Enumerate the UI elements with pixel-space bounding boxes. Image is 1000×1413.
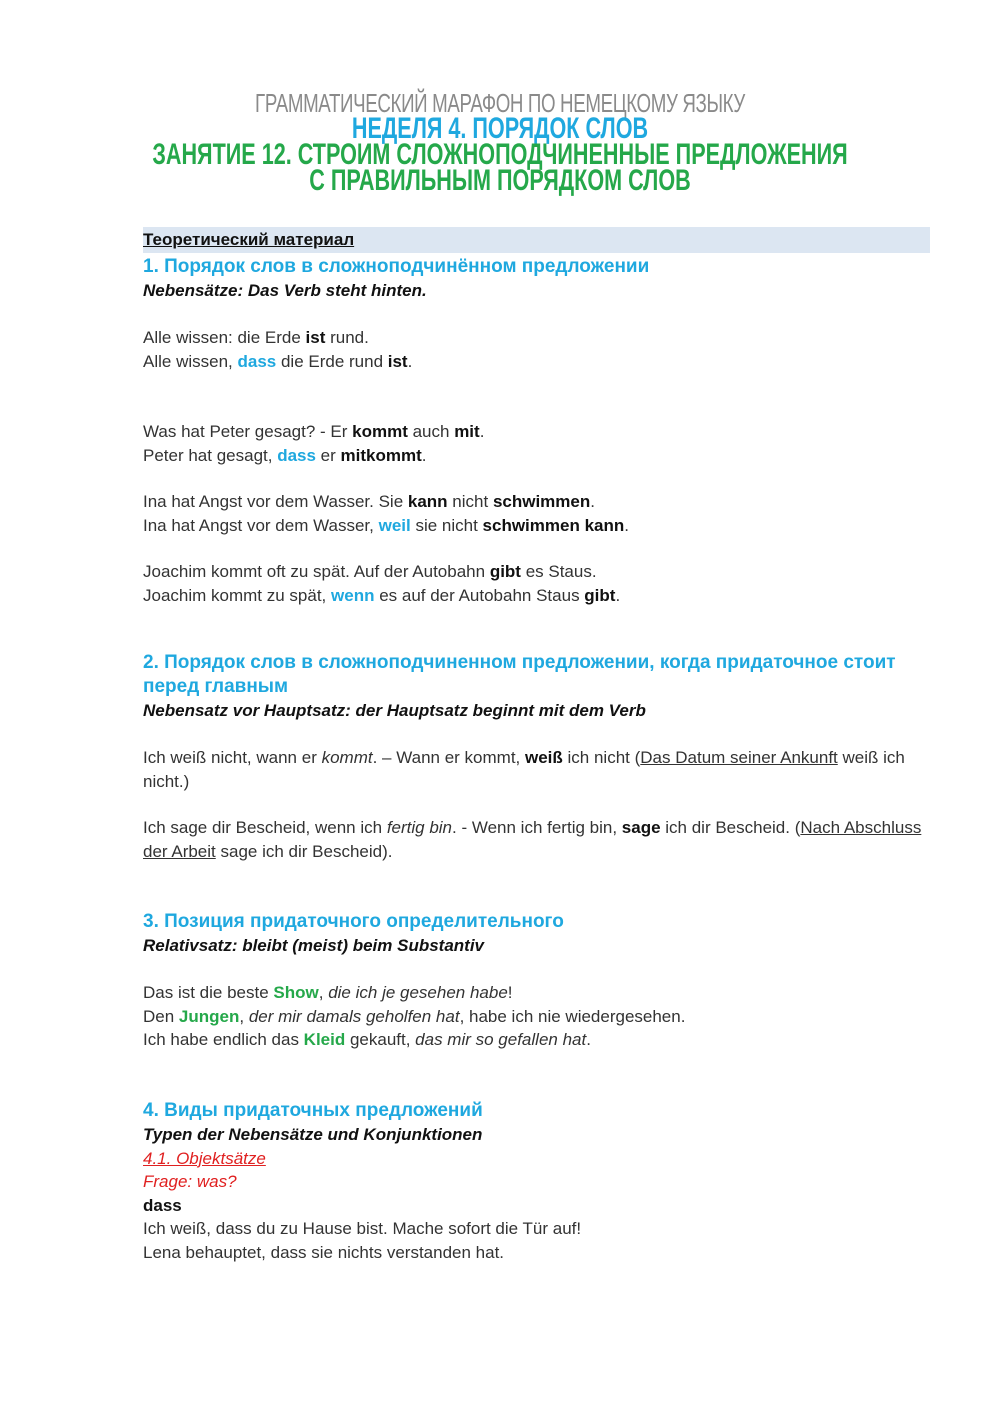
example-line: Den Jungen, der mir damals geholfen hat, habe ich nie wiedergesehen. [143, 1006, 686, 1026]
example-line: Was hat Peter gesagt? - Er kommt auch mit. [143, 422, 485, 441]
section-2-title: 2. Порядок слов в сложноподчиненном предложении, когда придаточное стоит перед главным [143, 652, 896, 697]
section-4-subtitle: Typen der Nebensätze und Konjunktionen [143, 1124, 483, 1144]
document-header [0, 88, 1000, 197]
theory-section-label: Теоретический материал [143, 227, 930, 253]
question-label: Frage: was? [143, 1172, 237, 1191]
example-line: Das ist die beste Show, die ich je gesehen habe! [143, 983, 513, 1002]
section-3-subtitle: Relativsatz: bleibt (meist) beim Substantiv [143, 936, 485, 955]
example-paragraph: Ich sage dir Bescheid, wenn ich fertig bin. - Wenn ich fertig bin, sage ich dir Bescheid. (Nach Abschluss der Arbeit sage ich dir Bescheid). [143, 818, 922, 861]
example-line: Peter hat gesagt, dass er mitkommt. [143, 445, 427, 465]
example-line: Ich weiß, dass du zu Hause bist. Mache sofort die Tür auf! [143, 1219, 582, 1238]
example-line: Alle wissen: die Erde ist rund. [143, 328, 369, 347]
section-1-title: 1. Порядок слов в сложноподчинённом предложении [143, 256, 650, 277]
example-line: Joachim kommt oft zu spät. Auf der Autobahn gibt es Staus. [143, 562, 597, 581]
example-line: Alle wissen, dass die Erde rund ist. [143, 351, 413, 371]
marathon-title: ГРАММАТИЧЕСКИЙ МАРАФОН ПО НЕМЕЦКОМУ ЯЗЫКУ [255, 88, 745, 118]
example-line: Joachim kommt zu spät, wenn es auf der Autobahn Staus gibt. [143, 585, 621, 605]
document-body [143, 227, 930, 1264]
conjunction-label: dass [143, 1195, 182, 1215]
example-paragraph: Ich weiß nicht, wann er kommt. – Wann er kommt, weiß ich nicht (Das Datum seiner Ankunft weiß ich nicht.) [143, 748, 905, 791]
example-line: Ina hat Angst vor dem Wasser. Sie kann nicht schwimmen. [143, 492, 595, 511]
subsection-4-1-title: 4.1. Objektsätze [143, 1148, 266, 1168]
section-3-title: 3. Позиция придаточного определительного [143, 911, 564, 932]
lesson-title-line1: ЗАНЯТИЕ 12. СТРОИМ СЛОЖНОПОДЧИНЕННЫЕ ПРЕДЛОЖЕНИЯ [152, 138, 848, 171]
example-line: Lena behauptet, dass sie nichts verstanden hat. [143, 1242, 505, 1262]
example-line: Ich habe endlich das Kleid gekauft, das mir so gefallen hat. [143, 1030, 591, 1049]
example-line: Ina hat Angst vor dem Wasser, weil sie nicht schwimmen kann. [143, 515, 629, 535]
week-title: НЕДЕЛЯ 4. ПОРЯДОК СЛОВ [351, 112, 649, 145]
section-1-subtitle: Nebensätze: Das Verb steht hinten. [143, 281, 427, 300]
section-2-subtitle: Nebensatz vor Hauptsatz: der Hauptsatz beginnt mit dem Verb [143, 701, 646, 720]
lesson-title-line2: С ПРАВИЛЬНЫМ ПОРЯДКОМ СЛОВ [309, 164, 691, 197]
section-4-title: 4. Виды придаточных предложений [143, 1099, 483, 1121]
